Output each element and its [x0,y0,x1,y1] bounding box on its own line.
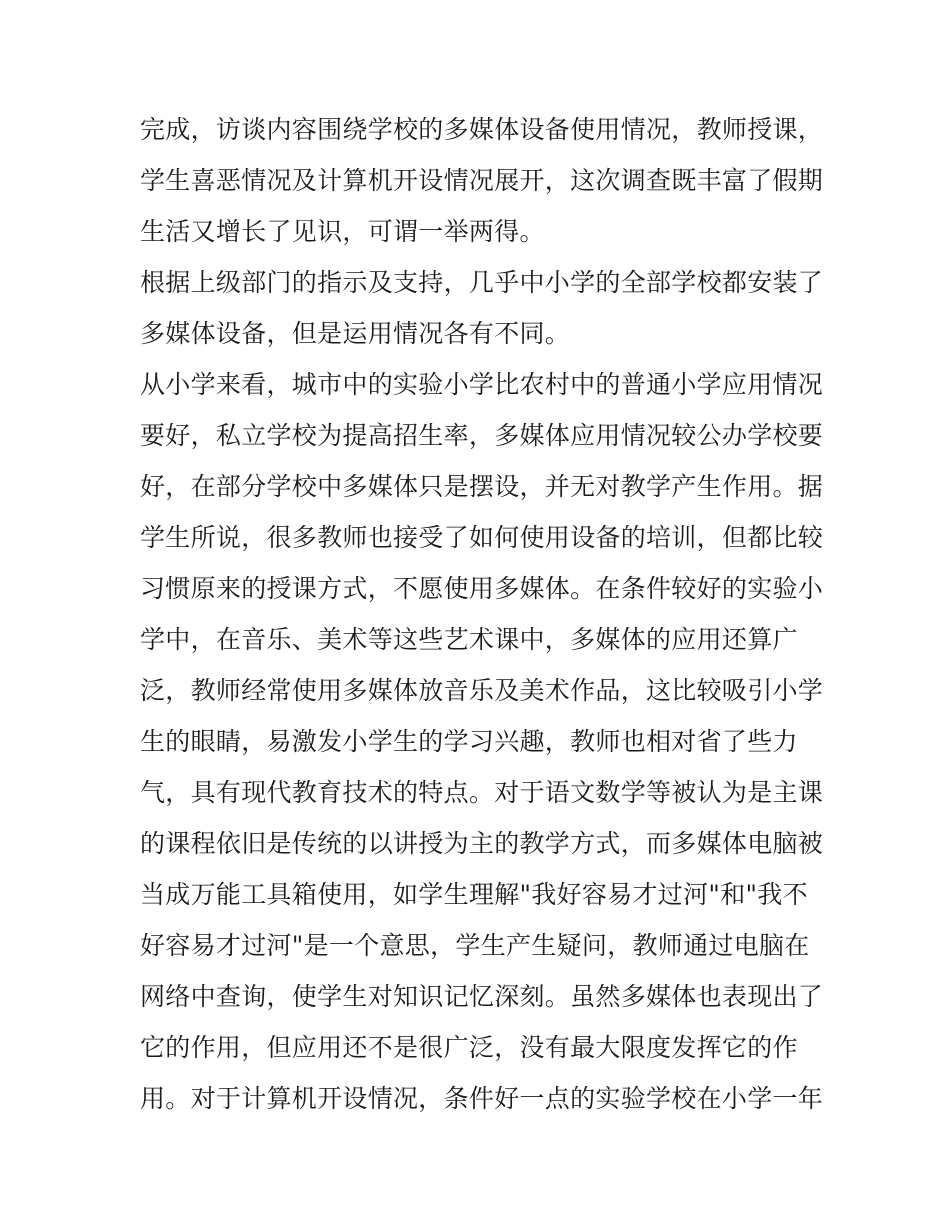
text-line-5: 多媒体设备，但是运用情况各有不同。 [140,319,571,348]
text-line-1: 完成，访谈内容围绕学校的多媒体设备使用情况，教师授课， [140,115,824,144]
text-line-7: 要好，私立学校为提高招生率，多媒体应用情况较公办学校要 [140,421,824,450]
text-line-12: 泛，教师经常使用多媒体放音乐及美术作品，这比较吸引小学 [140,676,824,705]
text-line-10: 习惯原来的授课方式，不愿使用多媒体。在条件较好的实验小 [140,574,824,603]
text-line-17: 好容易才过河"是一个意思，学生产生疑问，教师通过电脑在 [140,931,810,960]
text-line-3: 生活又增长了见识，可谓一举两得。 [140,217,545,246]
text-line-20: 用。对于计算机开设情况，条件好一点的实验学校在小学一年 [140,1084,824,1113]
body-text [140,104,824,1124]
text-line-13: 生的眼睛，易激发小学生的学习兴趣，教师也相对省了些力 [140,727,798,756]
text-line-9: 学生所说，很多教师也接受了如何使用设备的培训，但都比较 [140,523,824,552]
text-line-8: 好，在部分学校中多媒体只是摆设，并无对教学产生作用。据 [140,472,824,501]
text-line-14: 气，具有现代教育技术的特点。对于语文数学等被认为是主课 [140,778,824,807]
text-line-4: 根据上级部门的指示及支持，几乎中小学的全部学校都安装了 [140,268,824,297]
text-line-18: 网络中查询，使学生对知识记忆深刻。虽然多媒体也表现出了 [140,982,824,1011]
text-line-19: 它的作用，但应用还不是很广泛，没有最大限度发挥它的作 [140,1033,798,1062]
text-line-16: 当成万能工具箱使用，如学生理解"我好容易才过河"和"我不 [140,880,808,909]
text-line-11: 学中，在音乐、美术等这些艺术课中，多媒体的应用还算广 [140,625,798,654]
text-line-2: 学生喜恶情况及计算机开设情况展开，这次调查既丰富了假期 [140,166,824,195]
text-line-6: 从小学来看，城市中的实验小学比农村中的普通小学应用情况 [140,370,824,399]
text-line-15: 的课程依旧是传统的以讲授为主的教学方式，而多媒体电脑被 [140,829,824,858]
